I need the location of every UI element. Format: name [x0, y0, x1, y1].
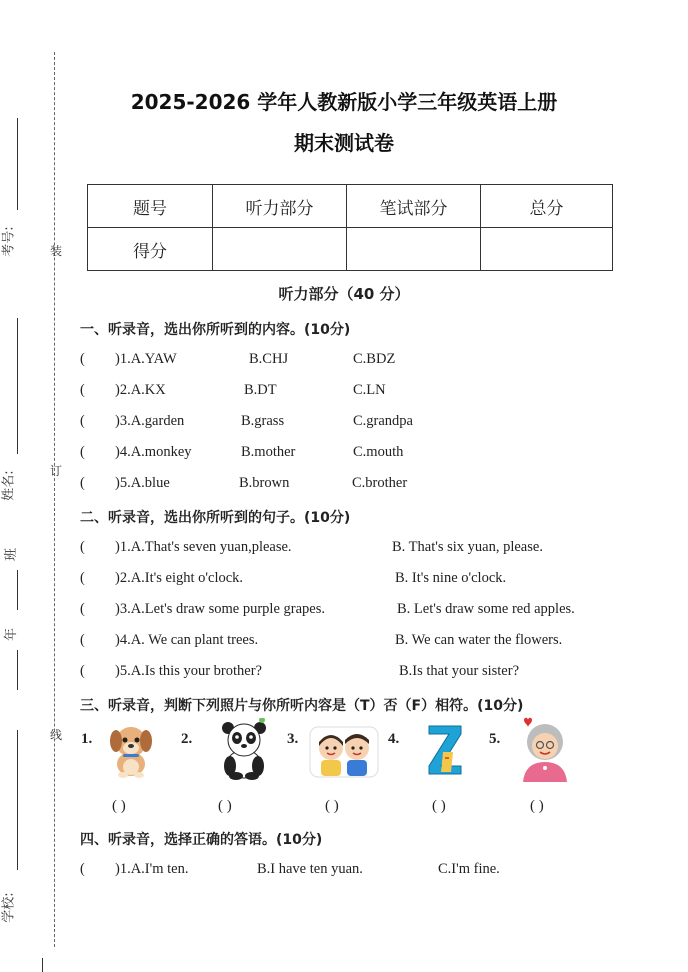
letter-z-picture-icon	[423, 722, 467, 778]
option-a: )2.A.It's eight o'clock.	[115, 570, 244, 586]
option-c: C.grandpa	[353, 413, 413, 429]
school-label: 学校:	[1, 892, 17, 923]
option-a: )1.A.That's seven yuan,please.	[115, 539, 292, 555]
answer-paren[interactable]: ( )	[218, 798, 232, 814]
answer-paren[interactable]: ( )	[432, 798, 446, 814]
two-kids-picture-icon	[309, 726, 379, 778]
section4-title: 四、听录音，选择正确的答语。(10分)	[80, 832, 323, 848]
option-a: )1.A.I'm ten.	[115, 861, 189, 877]
table-header-cell: 题号	[88, 185, 213, 228]
section1-title: 一、听录音，选出你所听到的内容。(10分)	[80, 322, 351, 338]
option-a: )3.A.garden	[115, 413, 185, 429]
answer-paren[interactable]: (	[80, 601, 85, 617]
option-c: C.I'm fine.	[438, 861, 500, 877]
option-c: C.brother	[352, 475, 408, 491]
puppy-picture-icon	[103, 720, 159, 778]
answer-paren[interactable]: (	[80, 382, 85, 398]
answer-paren[interactable]: ( )	[325, 798, 339, 814]
table-header-cell: 听力部分	[213, 185, 347, 228]
option-a: )4.A.monkey	[115, 444, 192, 460]
option-b: B.grass	[241, 413, 285, 429]
listening-part-title: 听力部分（40 分）	[278, 285, 410, 303]
grandma-picture-icon	[515, 716, 575, 784]
picture-number: 1.	[81, 731, 93, 747]
option-b: B.Is that your sister?	[399, 663, 520, 679]
bind-char-ding: 订	[50, 464, 63, 478]
option-b: B. We can water the flowers.	[395, 632, 563, 648]
answer-paren[interactable]: (	[80, 444, 85, 460]
grade-label: 年	[4, 627, 20, 642]
section3-title: 三、听录音，判断下列照片与你所听内容是（T）否（F）相符。(10分)	[80, 698, 524, 714]
bind-char-zhuang: 装	[50, 244, 63, 258]
bind-char-xian: 线	[50, 728, 63, 742]
class-label: 班	[4, 547, 20, 562]
score-cell-total[interactable]	[481, 228, 613, 271]
section2-title: 二、听录音，选出你所听到的句子。(10分)	[80, 510, 351, 526]
option-a: )1.A.YAW	[115, 351, 177, 367]
answer-paren[interactable]: ( )	[530, 798, 544, 814]
picture-number: 3.	[287, 731, 299, 747]
option-a: )3.A.Let's draw some purple grapes.	[115, 601, 325, 617]
option-b: B.mother	[241, 444, 296, 460]
option-b: B. It's nine o'clock.	[395, 570, 507, 586]
answer-paren[interactable]: (	[80, 861, 85, 877]
table-header-cell: 笔试部分	[347, 185, 481, 228]
picture-number: 2.	[181, 731, 193, 747]
score-cell-listening[interactable]	[213, 228, 347, 271]
option-b: B. Let's draw some red apples.	[397, 601, 575, 617]
option-a: )5.A.blue	[115, 475, 170, 491]
corner-mark	[42, 958, 43, 972]
answer-paren[interactable]: (	[80, 663, 85, 679]
option-b: B.CHJ	[249, 351, 289, 367]
score-table	[87, 184, 613, 271]
option-c: C.LN	[353, 382, 386, 398]
school-line	[17, 730, 18, 870]
table-row-label: 得分	[88, 228, 213, 271]
option-b: B.brown	[239, 475, 290, 491]
answer-paren[interactable]: (	[80, 539, 85, 555]
page-title: 2025-2026 学年人教新版小学三年级英语上册	[130, 90, 558, 114]
grade-line	[17, 650, 18, 690]
page-subtitle: 期末测试卷	[294, 131, 394, 155]
picture-number: 4.	[388, 731, 400, 747]
option-a: )2.A.KX	[115, 382, 166, 398]
option-b: B.DT	[244, 382, 277, 398]
option-a: )4.A. We can plant trees.	[115, 632, 259, 648]
name-label: 姓名:	[1, 470, 17, 501]
answer-paren[interactable]: (	[80, 351, 85, 367]
picture-number: 5.	[489, 731, 501, 747]
panda-picture-icon	[216, 718, 272, 780]
option-b: B. That's six yuan, please.	[392, 539, 543, 555]
answer-paren[interactable]: (	[80, 570, 85, 586]
answer-paren[interactable]: (	[80, 632, 85, 648]
option-a: )5.A.Is this your brother?	[115, 663, 262, 679]
answer-paren[interactable]: ( )	[112, 798, 126, 814]
class-line	[17, 570, 18, 610]
option-c: C.mouth	[353, 444, 404, 460]
option-b: B.I have ten yuan.	[257, 861, 363, 877]
table-header-cell: 总分	[481, 185, 613, 228]
score-cell-writing[interactable]	[347, 228, 481, 271]
exam-no-label: 考号:	[1, 226, 17, 257]
answer-paren[interactable]: (	[80, 413, 85, 429]
answer-paren[interactable]: (	[80, 475, 85, 491]
option-c: C.BDZ	[353, 351, 396, 367]
binding-dashed-line	[54, 52, 55, 947]
name-line	[17, 318, 18, 454]
